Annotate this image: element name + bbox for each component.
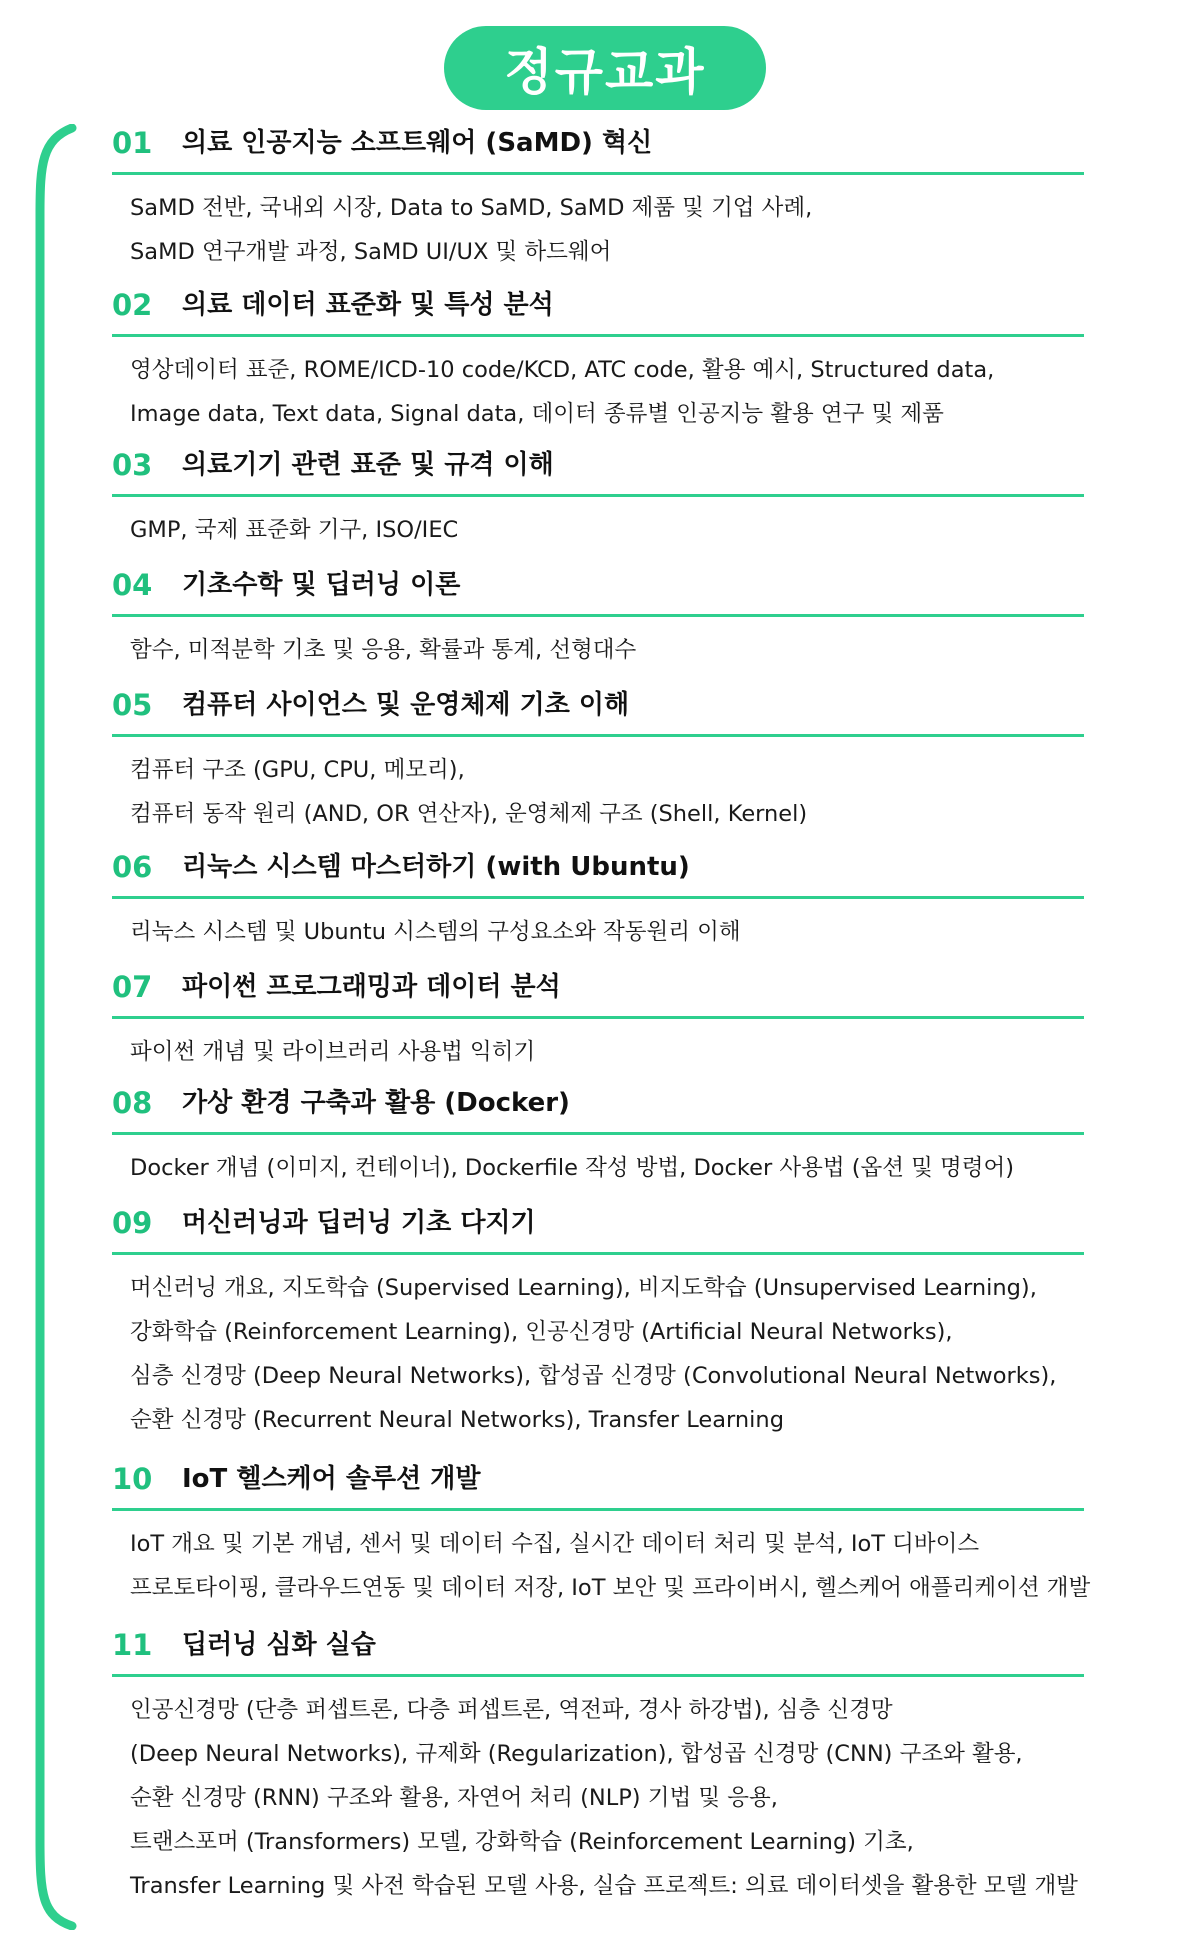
section-03	[112, 446, 1084, 543]
body-line: (Deep Neural Networks), 규제화 (Regularization), 합성곱 신경망 (CNN) 구조와 활용,	[130, 1741, 1023, 1767]
body-line: 파이썬 개념 및 라이브러리 사용법 익히기	[130, 1039, 536, 1065]
section-04	[112, 566, 1084, 663]
section-divider	[112, 1674, 1084, 1677]
section-body	[130, 1522, 1170, 1610]
section-body	[130, 1266, 1170, 1442]
section-title: 의료 인공지능 소프트웨어 (SaMD) 혁신	[182, 128, 653, 158]
section-divider	[112, 1508, 1084, 1511]
section-body	[130, 1146, 1170, 1190]
section-10	[112, 1460, 1091, 1601]
body-line: 트랜스포머 (Transformers) 모델, 강화학습 (Reinforcement Learning) 기초,	[130, 1829, 914, 1855]
section-number: 02	[112, 288, 153, 322]
body-line: 함수, 미적분학 기초 및 응용, 확률과 통계, 선형대수	[130, 637, 637, 663]
body-line: 머신러닝 개요, 지도학습 (Supervised Learning), 비지도학습 (Unsupervised Learning),	[130, 1275, 1037, 1301]
section-number: 04	[112, 568, 153, 602]
body-line: SaMD 전반, 국내외 시장, Data to SaMD, SaMD 제품 및 기업 사례,	[130, 195, 813, 221]
body-line: 인공신경망 (단층 퍼셉트론, 다층 퍼셉트론, 역전파, 경사 하강법), 심층 신경망	[130, 1697, 893, 1723]
section-divider	[112, 1252, 1084, 1255]
section-08	[112, 1084, 1084, 1181]
section-title: 가상 환경 구축과 활용 (Docker)	[182, 1088, 570, 1118]
section-divider	[112, 614, 1084, 617]
section-title: 기초수학 및 딥러닝 이론	[182, 570, 461, 600]
section-09	[112, 1204, 1084, 1433]
section-title: 컴퓨터 사이언스 및 운영체제 기초 이해	[182, 690, 630, 720]
body-line: 컴퓨터 구조 (GPU, CPU, 메모리),	[130, 757, 465, 783]
section-body	[130, 508, 1170, 552]
section-number: 01	[112, 126, 153, 160]
section-body	[130, 910, 1170, 954]
section-number: 11	[112, 1628, 153, 1662]
section-title: IoT 헬스케어 솔루션 개발	[182, 1464, 481, 1494]
page-title-badge	[444, 26, 766, 110]
body-line: 순환 신경망 (RNN) 구조와 활용, 자연어 처리 (NLP) 기법 및 응용,	[130, 1785, 778, 1811]
body-line: 리눅스 시스템 및 Ubuntu 시스템의 구성요소와 작동원리 이해	[130, 919, 741, 945]
section-01	[112, 124, 1084, 265]
body-line: 영상데이터 표준, ROME/ICD-10 code/KCD, ATC code, 활용 예시, Structured data,	[130, 357, 995, 383]
body-line: SaMD 연구개발 과정, SaMD UI/UX 및 하드웨어	[130, 239, 612, 265]
section-body	[130, 348, 1170, 436]
section-title: 딥러닝 심화 실습	[182, 1630, 376, 1660]
body-line: Transfer Learning 및 사전 학습된 모델 사용, 실습 프로젝트: 의료 데이터셋을 활용한 모델 개발	[130, 1873, 1078, 1899]
section-title: 리눅스 시스템 마스터하기 (with Ubuntu)	[182, 852, 690, 882]
section-07	[112, 968, 1084, 1065]
section-body	[130, 1030, 1170, 1074]
section-title: 파이썬 프로그래밍과 데이터 분석	[182, 972, 561, 1002]
section-02	[112, 286, 1084, 427]
body-line: 컴퓨터 동작 원리 (AND, OR 연산자), 운영체제 구조 (Shell, Kernel)	[130, 801, 808, 827]
section-body	[130, 1688, 1170, 1908]
curriculum-bracket	[34, 124, 94, 1930]
section-05	[112, 686, 1084, 827]
section-divider	[112, 1016, 1084, 1019]
page-title: 정규교과	[504, 43, 706, 101]
body-line: IoT 개요 및 기본 개념, 센서 및 데이터 수집, 실시간 데이터 처리 및 분석, IoT 디바이스	[130, 1531, 980, 1557]
section-body	[130, 186, 1170, 274]
section-number: 09	[112, 1206, 153, 1240]
section-divider	[112, 734, 1084, 737]
body-line: Docker 개념 (이미지, 컨테이너), Dockerfile 작성 방법, Docker 사용법 (옵션 및 명령어)	[130, 1155, 1015, 1181]
section-number: 06	[112, 850, 153, 884]
body-line: GMP, 국제 표준화 기구, ISO/IEC	[130, 517, 459, 543]
section-title: 의료기기 관련 표준 및 규격 이해	[182, 450, 554, 480]
section-body	[130, 748, 1170, 836]
section-number: 03	[112, 448, 153, 482]
section-divider	[112, 494, 1084, 497]
section-divider	[112, 172, 1084, 175]
section-11	[112, 1626, 1084, 1899]
section-title: 머신러닝과 딥러닝 기초 다지기	[182, 1208, 536, 1238]
body-line: 강화학습 (Reinforcement Learning), 인공신경망 (Artificial Neural Networks),	[130, 1319, 953, 1345]
body-line: 심층 신경망 (Deep Neural Networks), 합성곱 신경망 (Convolutional Neural Networks),	[130, 1363, 1057, 1389]
section-06	[112, 848, 1084, 945]
section-number: 07	[112, 970, 153, 1004]
body-line: Image data, Text data, Signal data, 데이터 종류별 인공지능 활용 연구 및 제품	[130, 401, 944, 427]
section-title: 의료 데이터 표준화 및 특성 분석	[182, 290, 554, 320]
section-divider	[112, 1132, 1084, 1135]
section-number: 08	[112, 1086, 153, 1120]
section-divider	[112, 334, 1084, 337]
section-divider	[112, 896, 1084, 899]
body-line: 프로토타이핑, 클라우드연동 및 데이터 저장, IoT 보안 및 프라이버시, 헬스케어 애플리케이션 개발	[130, 1575, 1091, 1601]
section-number: 05	[112, 688, 153, 722]
section-body	[130, 628, 1170, 672]
body-line: 순환 신경망 (Recurrent Neural Networks), Transfer Learning	[130, 1407, 784, 1433]
section-number: 10	[112, 1462, 153, 1496]
